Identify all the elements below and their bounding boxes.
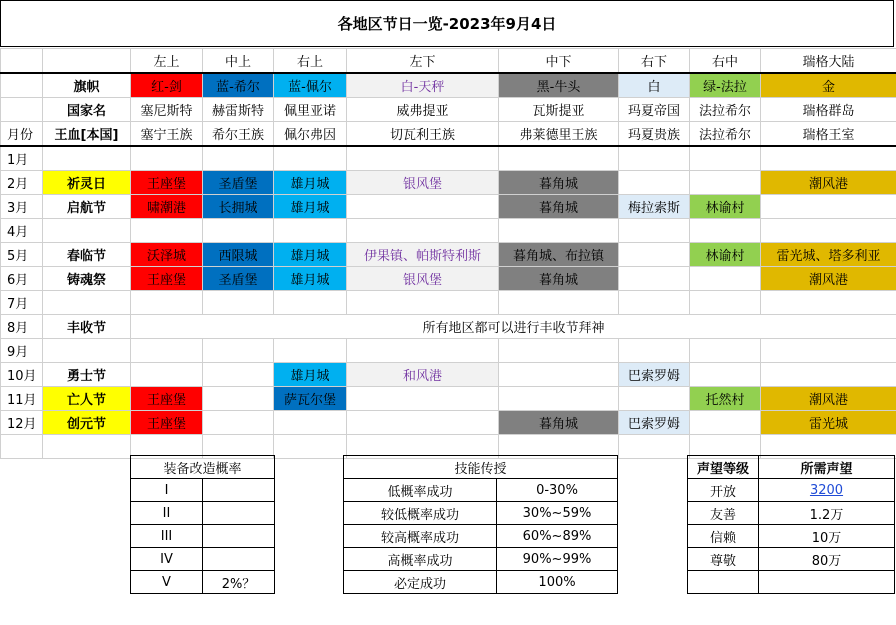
- region-header[interactable]: 左下: [347, 49, 499, 74]
- rep-required-link[interactable]: [759, 479, 895, 502]
- reputation-table: [687, 455, 895, 594]
- festival-location[interactable]: 圣盾堡: [203, 171, 274, 195]
- flag-cell[interactable]: 黑-牛头: [499, 73, 619, 98]
- month-cell[interactable]: 10月: [1, 363, 43, 387]
- month-cell[interactable]: 4月: [1, 219, 43, 243]
- festival-location[interactable]: 潮风港: [761, 171, 896, 195]
- bloodline-cell[interactable]: 佩尔弗因: [274, 122, 347, 147]
- festival-name[interactable]: 铸魂祭: [43, 267, 131, 291]
- month-row-aug: [1, 315, 896, 339]
- region-header[interactable]: 右下: [619, 49, 690, 74]
- festival-location[interactable]: 王座堡: [131, 411, 203, 435]
- rep-required[interactable]: 10万: [759, 525, 895, 548]
- skill-level[interactable]: 高概率成功: [344, 548, 497, 571]
- festival-location[interactable]: 圣盾堡: [203, 267, 274, 291]
- month-cell[interactable]: 7月: [1, 291, 43, 315]
- month-column-header[interactable]: 月份: [1, 122, 43, 147]
- festival-location[interactable]: 沃泽城: [131, 243, 203, 267]
- festival-location[interactable]: 雄月城: [274, 267, 347, 291]
- festival-location[interactable]: 雷光城: [761, 411, 896, 435]
- month-cell[interactable]: 5月: [1, 243, 43, 267]
- rep-level[interactable]: 信赖: [688, 525, 759, 548]
- flag-cell[interactable]: 蓝-希尔: [203, 73, 274, 98]
- region-header[interactable]: 中上: [203, 49, 274, 74]
- equip-rate[interactable]: [203, 502, 275, 525]
- equip-rate[interactable]: [203, 548, 275, 571]
- festival-location[interactable]: 林谕村: [690, 195, 761, 219]
- bloodline-cell[interactable]: 玛夏贵族: [619, 122, 690, 147]
- festival-location[interactable]: 暮角城: [499, 267, 619, 291]
- bloodline-cell[interactable]: 弗莱德里王族: [499, 122, 619, 147]
- festival-name[interactable]: 祈灵日: [43, 171, 131, 195]
- festival-table: [0, 48, 896, 459]
- row-label-nation[interactable]: 国家名: [43, 98, 131, 122]
- equip-level[interactable]: IV: [131, 548, 203, 571]
- skill-level[interactable]: 必定成功: [344, 571, 497, 594]
- festival-location[interactable]: 林谕村: [690, 243, 761, 267]
- rep-required-header[interactable]: 所需声望: [759, 456, 895, 479]
- flag-cell[interactable]: 白: [619, 73, 690, 98]
- month-cell[interactable]: 9月: [1, 339, 43, 363]
- rep-required[interactable]: 80万: [759, 548, 895, 571]
- festival-location[interactable]: 西限城: [203, 243, 274, 267]
- festival-name[interactable]: 创元节: [43, 411, 131, 435]
- rep-level-header[interactable]: 声望等级: [688, 456, 759, 479]
- skill-rate[interactable]: 100%: [497, 571, 618, 594]
- bloodline-cell[interactable]: 切瓦利王族: [347, 122, 499, 147]
- festival-location[interactable]: 雄月城: [274, 243, 347, 267]
- festival-location[interactable]: 雄月城: [274, 195, 347, 219]
- month-row-mar: [1, 195, 896, 219]
- month-row-jan: [1, 146, 896, 171]
- month-row-sep: [1, 339, 896, 363]
- equip-header[interactable]: 装备改造概率: [131, 456, 275, 479]
- month-row-nov: [1, 387, 896, 411]
- rep-level[interactable]: 开放: [688, 479, 759, 502]
- skill-level[interactable]: 低概率成功: [344, 479, 497, 502]
- equip-upgrade-table: [130, 455, 275, 594]
- row-label-flag[interactable]: 旗帜: [43, 73, 131, 98]
- nation-cell[interactable]: 玛夏帝国: [619, 98, 690, 122]
- month-row-feb: [1, 171, 896, 195]
- rep-value-link[interactable]: 3200: [809, 482, 844, 498]
- equip-rate[interactable]: 2%？: [203, 571, 275, 594]
- festival-location[interactable]: 潮风港: [761, 387, 896, 411]
- skill-rate[interactable]: 0-30%: [497, 479, 618, 502]
- festival-location[interactable]: 暮角城: [499, 171, 619, 195]
- flag-cell[interactable]: 白-天秤: [347, 73, 499, 98]
- month-row-dec: [1, 411, 896, 435]
- festival-location[interactable]: 伊果镇、帕斯特利斯: [347, 243, 499, 267]
- region-header[interactable]: 右中: [690, 49, 761, 74]
- region-header[interactable]: 中下: [499, 49, 619, 74]
- festival-location[interactable]: 雄月城: [274, 363, 347, 387]
- flag-cell[interactable]: 金: [761, 73, 896, 98]
- festival-location[interactable]: 巴索罗姆: [619, 411, 690, 435]
- bloodline-cell[interactable]: 塞宁王族: [131, 122, 203, 147]
- festival-name[interactable]: 春临节: [43, 243, 131, 267]
- festival-location[interactable]: 暮角城: [499, 195, 619, 219]
- equip-level[interactable]: I: [131, 479, 203, 502]
- skill-teaching-table: [343, 455, 618, 594]
- nation-row: [1, 98, 896, 122]
- festival-location[interactable]: 雄月城: [274, 171, 347, 195]
- festival-location[interactable]: 王座堡: [131, 171, 203, 195]
- festival-location[interactable]: 梅拉索斯: [619, 195, 690, 219]
- month-row-may: [1, 243, 896, 267]
- skill-rate[interactable]: 90%~99%: [497, 548, 618, 571]
- month-row-jul: [1, 291, 896, 315]
- region-header[interactable]: 左上: [131, 49, 203, 74]
- equip-level[interactable]: II: [131, 502, 203, 525]
- skill-level[interactable]: 较低概率成功: [344, 502, 497, 525]
- month-cell[interactable]: 8月: [1, 315, 43, 339]
- month-row-jun: [1, 267, 896, 291]
- flag-cell[interactable]: 蓝-佩尔: [274, 73, 347, 98]
- region-header-row: [1, 49, 896, 74]
- skill-rate[interactable]: 60%~89%: [497, 525, 618, 548]
- skill-rate[interactable]: 30%~59%: [497, 502, 618, 525]
- flag-cell[interactable]: 红-剑: [131, 73, 203, 98]
- nation-cell[interactable]: 威弗提亚: [347, 98, 499, 122]
- flag-row: [1, 73, 896, 98]
- month-cell[interactable]: 2月: [1, 171, 43, 195]
- festival-location[interactable]: 暮角城: [499, 411, 619, 435]
- bloodline-cell[interactable]: 希尔王族: [203, 122, 274, 147]
- month-cell[interactable]: 11月: [1, 387, 43, 411]
- equip-rate[interactable]: [203, 479, 275, 502]
- month-row-apr: [1, 219, 896, 243]
- skill-header[interactable]: 技能传授: [344, 456, 618, 479]
- festival-location[interactable]: 雷光城、塔多利亚: [761, 243, 896, 267]
- bloodline-cell[interactable]: 瑞格王室: [761, 122, 896, 147]
- festival-location[interactable]: 暮角城、布拉镇: [499, 243, 619, 267]
- festival-location[interactable]: 银风堡: [347, 267, 499, 291]
- rep-level[interactable]: 友善: [688, 502, 759, 525]
- month-cell[interactable]: 12月: [1, 411, 43, 435]
- festival-name[interactable]: 启航节: [43, 195, 131, 219]
- festival-location[interactable]: 巴索罗姆: [619, 363, 690, 387]
- festival-note[interactable]: 所有地区都可以进行丰收节拜神: [131, 315, 896, 339]
- festival-location[interactable]: 王座堡: [131, 267, 203, 291]
- festival-location[interactable]: 银风堡: [347, 171, 499, 195]
- region-header[interactable]: 右上: [274, 49, 347, 74]
- nation-cell[interactable]: 佩里亚诺: [274, 98, 347, 122]
- rep-level[interactable]: 尊敬: [688, 548, 759, 571]
- bloodline-cell[interactable]: 法拉希尔: [690, 122, 761, 147]
- festival-location[interactable]: 王座堡: [131, 387, 203, 411]
- flag-cell[interactable]: 绿-法拉: [690, 73, 761, 98]
- nation-cell[interactable]: 塞尼斯特: [131, 98, 203, 122]
- equip-level[interactable]: III: [131, 525, 203, 548]
- equip-rate[interactable]: [203, 525, 275, 548]
- festival-location[interactable]: 托然村: [690, 387, 761, 411]
- festival-location[interactable]: 萨瓦尔堡: [274, 387, 347, 411]
- nation-cell[interactable]: 瑞格群岛: [761, 98, 896, 122]
- festival-name[interactable]: 丰收节: [43, 315, 131, 339]
- nation-cell[interactable]: 法拉希尔: [690, 98, 761, 122]
- bloodline-row: [1, 122, 896, 147]
- equip-level[interactable]: V: [131, 571, 203, 594]
- festival-location[interactable]: 和风港: [347, 363, 499, 387]
- festival-name[interactable]: 亡人节: [43, 387, 131, 411]
- month-cell[interactable]: 1月: [1, 146, 43, 171]
- region-header[interactable]: 瑞格大陆: [761, 49, 896, 74]
- festival-location[interactable]: 啸潮港: [131, 195, 203, 219]
- festival-name[interactable]: 勇士节: [43, 363, 131, 387]
- festival-location[interactable]: 长拥城: [203, 195, 274, 219]
- festival-location[interactable]: 潮风港: [761, 267, 896, 291]
- row-label-bloodline[interactable]: 王血[本国]: [43, 122, 131, 147]
- month-cell[interactable]: 6月: [1, 267, 43, 291]
- sheet-title: 各地区节日一览-2023年9月4日: [0, 0, 894, 47]
- nation-cell[interactable]: 赫雷斯特: [203, 98, 274, 122]
- skill-level[interactable]: 较高概率成功: [344, 525, 497, 548]
- rep-required[interactable]: 1.2万: [759, 502, 895, 525]
- nation-cell[interactable]: 瓦斯提亚: [499, 98, 619, 122]
- month-row-oct: [1, 363, 896, 387]
- month-cell[interactable]: 3月: [1, 195, 43, 219]
